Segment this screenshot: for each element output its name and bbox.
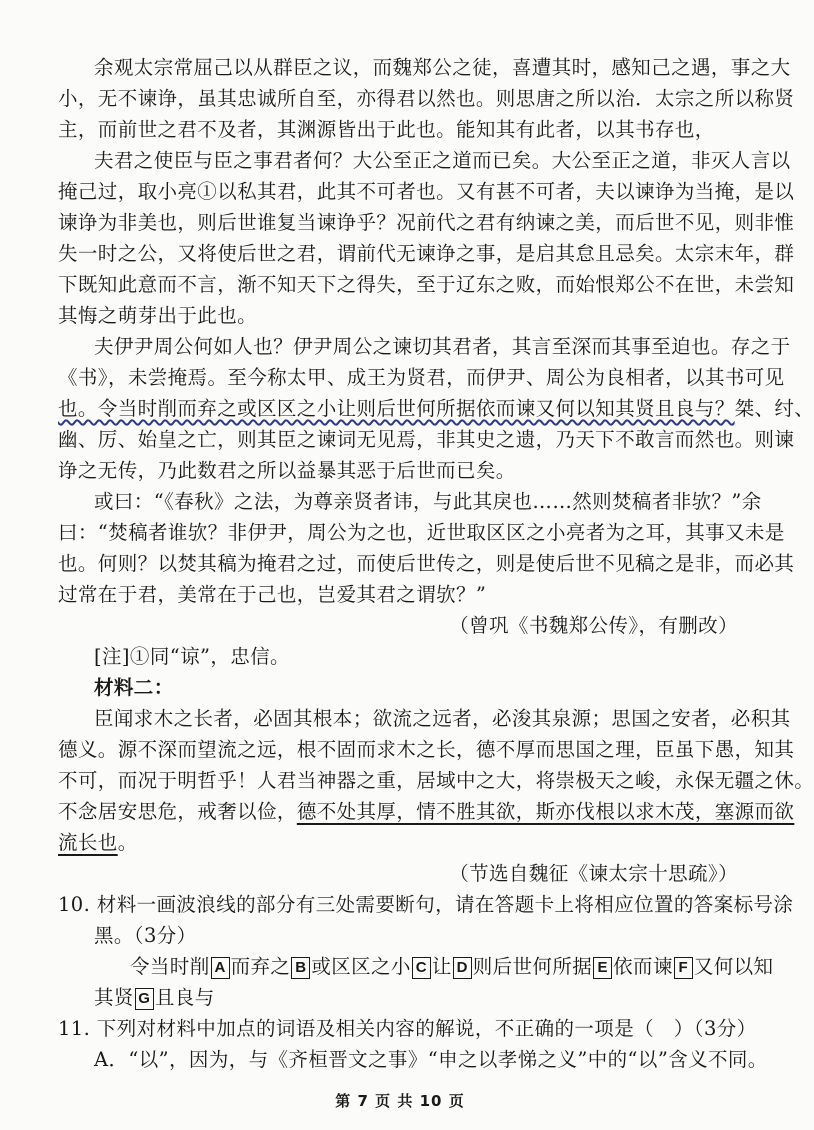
sentence-segment: 又何以知 <box>693 955 774 978</box>
passage2-line: 不可，而况于明哲乎！人君当神器之重，居域中之大，将崇极天之峻，永保无疆之休。 <box>58 769 814 792</box>
annotation-note: [注]①同“谅”，忠信。 <box>94 645 290 668</box>
passage1-line: 主，而前世之君不及者，其渊源皆出于此也。能知其有此者，以其书存也， <box>58 118 715 141</box>
passage1-line: 或曰：“《春秋》之法，为尊亲贤者讳，与此其戾也……然则焚稿者非欤？”余 <box>94 490 762 513</box>
passage2-line <box>58 800 795 824</box>
question-10-stem: 10. 材料一画波浪线的部分有三处需要断句，请在答题卡上将相应位置的答案标号涂 <box>58 893 794 916</box>
passage1-line: 夫君之使臣与臣之事君者何？大公至正之道而已矣。大公至正之道，非灭人言以 <box>94 149 791 172</box>
passage1-text: 桀、纣、 <box>734 397 814 420</box>
question-10-stem-cont: 黑。（3分） <box>94 924 197 947</box>
passage1-line: 掩己过，取小亮①以私其君，此其不可者也。又有甚不可者，夫以谏诤为当掩，是以 <box>58 180 795 203</box>
answer-box-f[interactable]: F <box>674 957 693 979</box>
sentence-segment: 令当时削 <box>130 955 210 978</box>
sentence-segment: 或区区之小 <box>311 955 411 978</box>
passage1-line: 其悔之萌芽出于此也。 <box>58 304 258 327</box>
answer-box-e[interactable]: E <box>593 957 612 979</box>
answer-box-d[interactable]: D <box>453 957 472 979</box>
passage1-line: 《书》，未尝掩焉。至今称太甲、成王为贤君，而伊尹、周公为良相者，以其书可见 <box>58 366 785 389</box>
passage1-source: （曾巩《书魏郑公传》，有删改） <box>449 614 738 637</box>
wavy-underlined-text: 也。令当时削而弃之或区区之小让则后世何所据依而谏又何以知其贤且良与？ <box>58 397 735 420</box>
passage1-line: 夫伊尹周公何如人也？伊尹周公之谏切其君者，其言至深而其事至迫也。存之于 <box>94 335 791 358</box>
passage2-text: 。 <box>117 831 138 854</box>
answer-box-c[interactable]: C <box>412 957 431 979</box>
wavy-line-passage <box>58 397 814 421</box>
passage1-line: 诤之无传，乃此数君之所以益暴其恶于后世而已矣。 <box>58 459 516 482</box>
underlined-text: 德不处其厚，情不胜其欲，斯亦伐根以求木茂，塞源而欲 <box>296 800 795 823</box>
underlined-text: 流长也 <box>58 831 118 854</box>
answer-box-b[interactable]: B <box>291 957 310 979</box>
sentence-segment: 则后世何所据 <box>472 955 593 978</box>
passage1-line: 谏诤为非美也，则后世谁复当谏诤乎？况前代之君有纳谏之美，而后世不见，则非惟 <box>58 211 795 234</box>
passage2-line: 臣闻求木之长者，必固其根本；欲流之远者，必浚其泉源；思国之安者，必积其 <box>94 707 791 730</box>
question-11-stem: 11. 下列对材料中加点的词语及相关内容的解说，不正确的一项是（ ）（3分） <box>58 1017 757 1040</box>
passage1-line: 余观太宗常屈己以从群臣之议，而魏郑公之徒，喜遭其时，感知己之遇，事之大 <box>94 56 791 79</box>
passage2-line <box>58 831 748 855</box>
passage1-line: 也。何则？以焚其稿为掩君之过，而使后世传之，则是使后世不见稿之是非，而必其 <box>58 552 795 575</box>
material-two-heading: 材料二： <box>94 676 174 699</box>
passage2-line: 德义。源不深而望流之远，根不固而求木之长，德不厚而思国之理，臣虽下愚，知其 <box>58 738 795 761</box>
passage1-line: 下既知此意而不言，渐不知天下之得失，至于辽东之败，而始恨郑公不在世，未尝知 <box>58 273 795 296</box>
page-footer: 第 7 页 共 10 页 <box>335 1092 465 1110</box>
passage1-line: 曰：“焚稿者谁欤？非伊尹，周公为之也，近世取区区之小亮者为之耳，其事又未是 <box>58 521 785 544</box>
sentence-segment: 且良与 <box>154 986 215 1009</box>
sentence-segment: 而弃之 <box>230 955 291 978</box>
sentence-segment: 其贤 <box>94 986 134 1009</box>
sentence-segment: 依而谏 <box>613 955 673 978</box>
passage2-source: （节选自魏征《谏太宗十思疏》） <box>449 862 738 885</box>
question-11-option-a[interactable]: A．“以”，因为，与《齐桓晋文之事》“申之以孝悌之义”中的“以”含义不同。 <box>94 1048 768 1071</box>
passage1-line: 过常在于君，美常在于己也，岂爱其君之谓欤？” <box>58 583 487 606</box>
passage2-text: 不念居安思危，戒奢以俭， <box>58 800 297 823</box>
question-10-sentence-cont <box>94 986 784 1010</box>
answer-box-a[interactable]: A <box>211 957 230 979</box>
sentence-segment: 让 <box>431 955 452 978</box>
passage1-line: 幽、厉、始皇之亡，则其臣之谏词无见焉，非其史之遗，乃天下不敢言而然也。则谏 <box>58 428 795 451</box>
question-10-sentence <box>130 955 774 979</box>
passage1-line: 失一时之公，又将使后世之君，谓前代无谏诤之事，是启其怠且忌矣。太宗末年，群 <box>58 242 795 265</box>
passage1-line: 小，无不谏诤，虽其忠诚所自至，亦得君以然也。则思唐之所以治．太宗之所以称贤 <box>58 87 795 110</box>
answer-box-g[interactable]: G <box>135 988 154 1010</box>
